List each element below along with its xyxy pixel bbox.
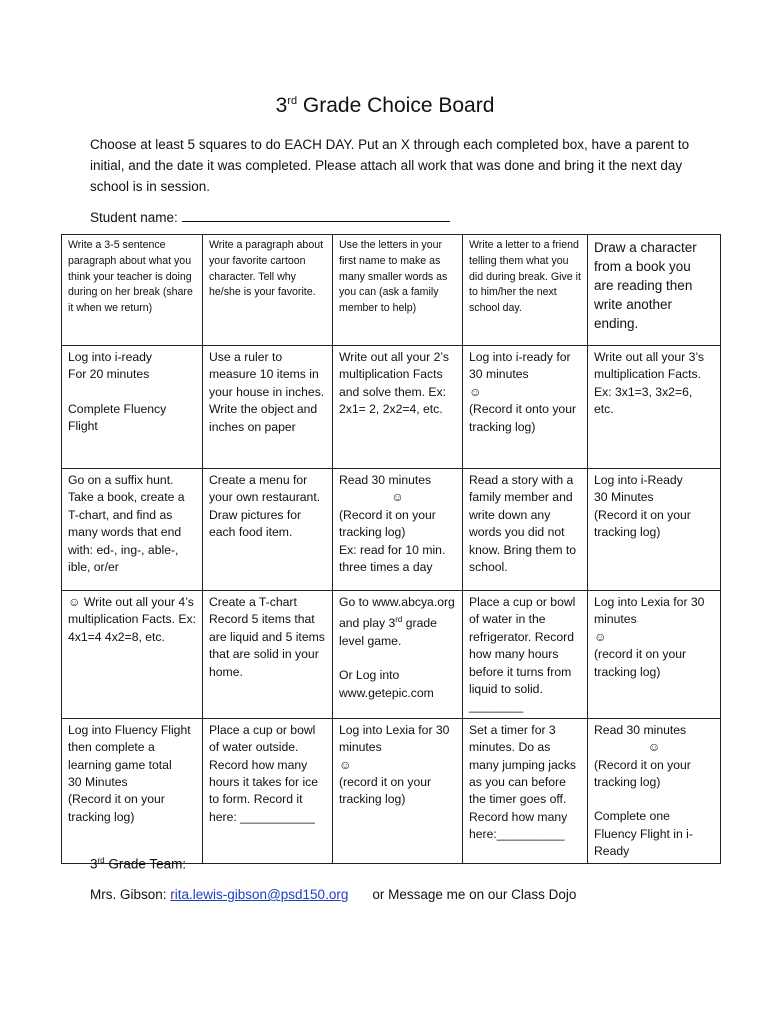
choice-square[interactable]: ☺ Write out all your 4’s multiplication Facts. Ex: 4x1=4 4x2=8, etc. [62, 591, 203, 719]
smiley-icon: ☺ [391, 490, 404, 505]
page-title: 3rd Grade Choice Board [275, 94, 495, 117]
teacher-label: Mrs. Gibson: [90, 887, 171, 902]
email-link[interactable]: rita.lewis-gibson@psd150.org [170, 887, 349, 902]
choice-square[interactable]: Go to www.abcya.org and play 3rd grade level game. Or Log into www.getepic.com [333, 591, 463, 719]
choice-square[interactable]: Write a paragraph about your favorite cartoon character. Tell why he/she is your favorite. [203, 235, 333, 346]
choice-square[interactable]: Use the letters in your first name to make as many smaller words as you can (ask a family member to help) [333, 235, 463, 346]
choice-square[interactable]: Log into Lexia for 30 minutes ☺ (record it on your tracking log) [333, 718, 463, 863]
class-dojo-note: or Message me on our Class Dojo [372, 887, 577, 902]
contact-line [90, 887, 576, 902]
choice-square[interactable]: Write out all your 3’s multiplication Facts. Ex: 3x1=3, 3x2=6, etc. [588, 346, 721, 469]
board-row [62, 591, 721, 719]
choice-square[interactable]: Create a T-chart Record 5 items that are liquid and 5 items that are solid in your home. [203, 591, 333, 719]
choice-square[interactable]: Log into i-ready For 20 minutes Complete Fluency Flight [62, 346, 203, 469]
smiley-icon: ☺ [469, 384, 482, 399]
choice-square[interactable]: Go on a suffix hunt. Take a book, create a T-chart, and find as many words that end with: ed-, ing-, able-, ible, or/er [62, 469, 203, 591]
choice-square[interactable]: Write out all your 2’s multiplication Facts and solve them. Ex: 2x1= 2, 2x2=4, etc. [333, 346, 463, 469]
choice-square[interactable]: Write a letter to a friend telling them what you did during break. Give it to him/her the next school day. [463, 235, 588, 346]
student-name-line[interactable] [182, 207, 450, 222]
choice-square[interactable]: Draw a character from a book you are reading then write another ending. [588, 235, 721, 346]
student-name-label: Student name: [90, 210, 178, 225]
student-name-field[interactable] [90, 207, 450, 225]
choice-square[interactable]: Place a cup or bowl of water outside. Record how many hours it takes for ice to form. Record it here: ___________ [203, 718, 333, 863]
choice-square[interactable]: Use a ruler to measure 10 items in your house in inches. Write the object and inches on paper [203, 346, 333, 469]
board-row [62, 346, 721, 469]
choice-square[interactable]: Place a cup or bowl of water in the refrigerator. Record how many hours before it turns from liquid to solid. ________ [463, 591, 588, 719]
choice-square[interactable]: Read a story with a family member and write down any words you did not know. Bring them to school. [463, 469, 588, 591]
choice-square[interactable]: Read 30 minutes ☺ (Record it on your tracking log) Ex: read for 10 min. three times a day [333, 469, 463, 591]
smiley-icon: ☺ [594, 629, 607, 644]
choice-square[interactable]: Log into i-ready for 30 minutes ☺ (Record it onto your tracking log) [463, 346, 588, 469]
smiley-icon: ☺ [339, 757, 352, 772]
choice-square[interactable]: Read 30 minutes ☺ (Record it on your tracking log) Complete one Fluency Flight in i-Ready [588, 718, 721, 863]
board-row [62, 235, 721, 346]
choice-square[interactable]: Log into Lexia for 30 minutes ☺ (record it on your tracking log) [588, 591, 721, 719]
choice-square[interactable]: Log into i-Ready 30 Minutes (Record it on your tracking log) [588, 469, 721, 591]
board-row [62, 718, 721, 863]
choice-square[interactable]: Log into Fluency Flight then complete a learning game total 30 Minutes (Record it on your tracking log) [62, 718, 203, 863]
choice-square[interactable]: Write a 3-5 sentence paragraph about what you think your teacher is doing during on her break (share it when we return) [62, 235, 203, 346]
choice-board-table [61, 234, 721, 864]
board-row [62, 469, 721, 591]
choice-square[interactable]: Create a menu for your own restaurant. Draw pictures for each food item. [203, 469, 333, 591]
team-heading: 3rd Grade Team: [90, 856, 187, 872]
choice-square[interactable]: Set a timer for 3 minutes. Do as many jumping jacks as you can before the timer goes off. Record how many here:__________ [463, 718, 588, 863]
smiley-icon: ☺ [647, 740, 661, 755]
instructions-paragraph: Choose at least 5 squares to do EACH DAY. Put an X through each completed box, have a parent to initial, and the date it was completed. Please attach all work that was done and bring it the next day school is in session. [90, 137, 690, 194]
